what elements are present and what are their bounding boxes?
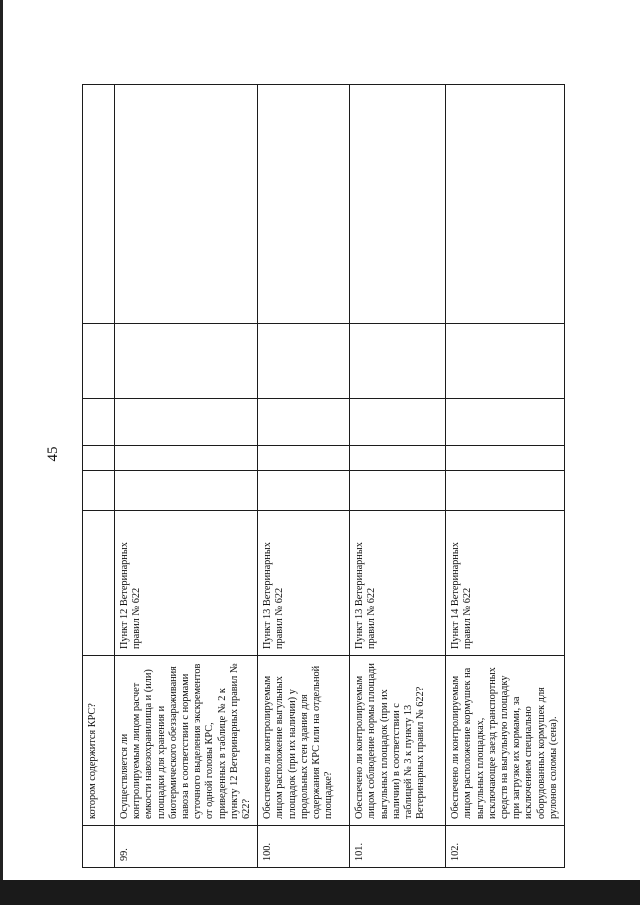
table-cell: [83, 471, 115, 511]
answer-cell: [446, 324, 565, 399]
answer-cell: [115, 446, 258, 471]
answer-cell: [350, 471, 446, 511]
row-reference: Пункт 12 Ветеринарных правил № 622: [115, 511, 258, 656]
answer-cell: [258, 446, 350, 471]
table-row: [115, 85, 258, 868]
table-cell: [83, 826, 115, 868]
table-header-continuation-row: [83, 85, 115, 868]
row-number: 99.: [115, 826, 258, 868]
table-cell: [83, 85, 115, 324]
table-cell: [83, 399, 115, 446]
answer-cell: [258, 471, 350, 511]
row-number: 101.: [350, 826, 446, 868]
row-reference: Пункт 13 Ветеринарных правил № 622: [258, 511, 350, 656]
row-number: 102.: [446, 826, 565, 868]
answer-cell: [446, 399, 565, 446]
table-cell: [83, 511, 115, 656]
scan-edge-bottom: [0, 880, 640, 905]
note-cell: [350, 85, 446, 324]
answer-cell: [258, 399, 350, 446]
answer-cell: [350, 399, 446, 446]
note-cell: [115, 85, 258, 324]
answer-cell: [115, 399, 258, 446]
table-row: [446, 85, 565, 868]
row-reference: Пункт 14 Ветеринарных правил № 622: [446, 511, 565, 656]
row-reference: Пункт 13 Ветеринарных правил № 622: [350, 511, 446, 656]
answer-cell: [350, 446, 446, 471]
row-question: Обеспечено ли контролируемым лицом расположение выгульных площадок (при их наличии) у продольных стен здания для содержания КРС или на отдельной площадке?: [258, 656, 350, 826]
table-cell: [83, 324, 115, 399]
row-question: Обеспечено ли контролируемым лицом расположение кормушек на выгульных площадках, исключающее заезд транспортных средств на выгульную площадку при загрузке их кормами, за исключением специально оборудованных кормушек для рулонов соломы (сена).: [446, 656, 565, 826]
checklist-table: [82, 84, 565, 868]
row-number: 100.: [258, 826, 350, 868]
answer-cell: [115, 324, 258, 399]
answer-cell: [446, 471, 565, 511]
header-continuation-cell: котором содержится КРС?: [83, 656, 115, 826]
row-question: Обеспечено ли контролируемым лицом соблюдение нормы площади выгульных площадок (при их наличии) в соответствии с таблицей № 3 к пункту 13 Ветеринарных правил № 622?: [350, 656, 446, 826]
table-row: [350, 85, 446, 868]
answer-cell: [446, 446, 565, 471]
note-cell: [446, 85, 565, 324]
table-cell: [83, 446, 115, 471]
note-cell: [258, 85, 350, 324]
answer-cell: [350, 324, 446, 399]
row-question: Осуществляется ли контролируемым лицом расчет емкости навозохранилища и (или) площадки для хранения и биотермического обеззараживания навоза в соответствии с нормами суточного выделения экскрементов от одной головы КРС, приведенных в таблице № 2 к пункту 12 Ветеринарных правил № 622?: [115, 656, 258, 826]
answer-cell: [258, 324, 350, 399]
rotated-page: [82, 85, 560, 868]
answer-cell: [115, 471, 258, 511]
page-number: 45: [45, 446, 61, 462]
table-row: [258, 85, 350, 868]
scan-edge-left: [0, 0, 3, 905]
